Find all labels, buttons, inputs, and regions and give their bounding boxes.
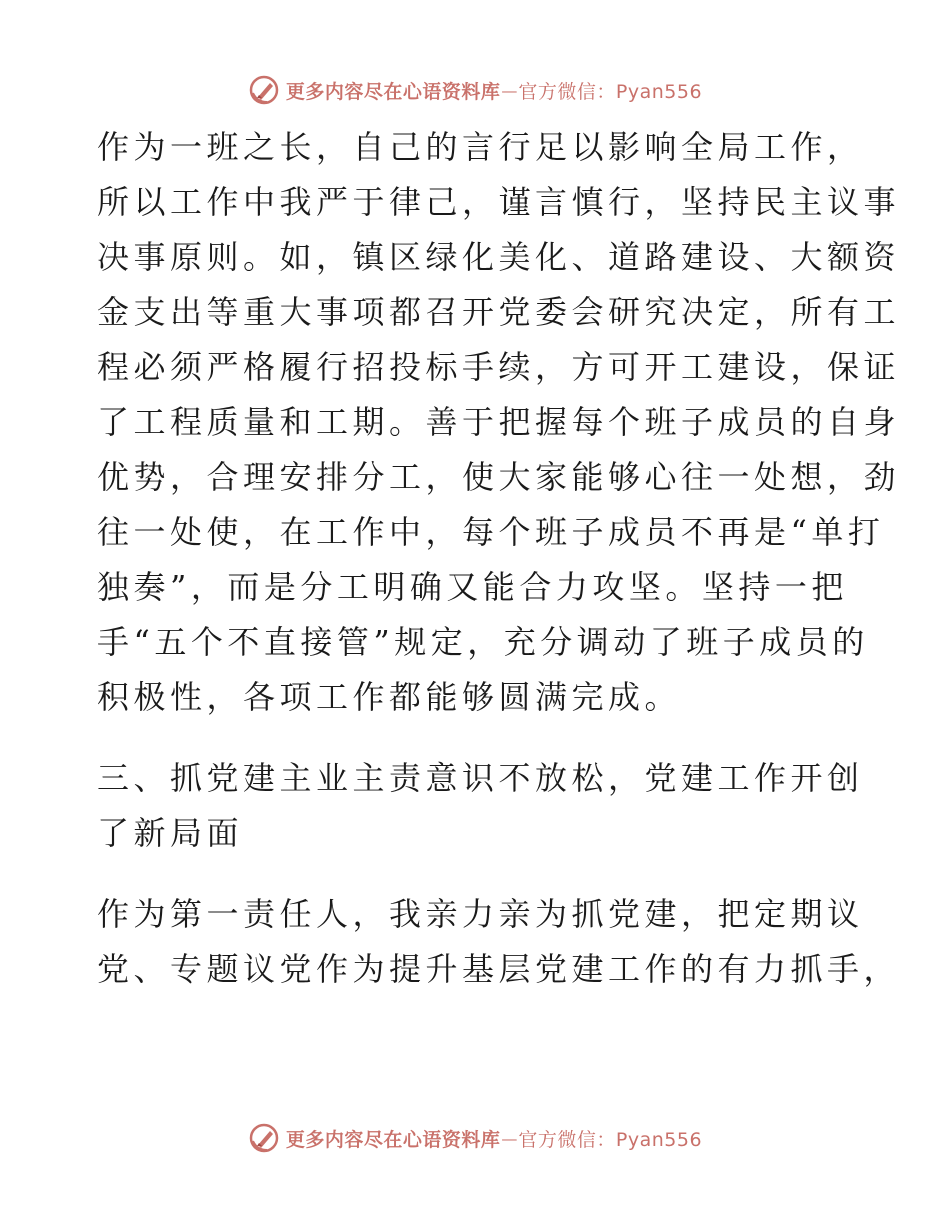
paragraph-2	[97, 887, 901, 997]
section-heading-3	[97, 751, 864, 861]
text-line: 党、专题议党作为提升基层党建工作的有力抓手，	[97, 950, 901, 988]
heading-line: 了新局面	[97, 814, 244, 852]
paragraph-gap	[97, 725, 857, 751]
text-line: 手“五个不直接管”规定，充分调动了班子成员的	[97, 623, 869, 661]
text-line: 往一处使，在工作中，每个班子成员不再是“单打	[97, 513, 885, 551]
text-line: 程必须严格履行招投标手续，方可开工建设，保证	[97, 348, 901, 386]
banner-contact: 官方微信：Pyan556	[518, 80, 703, 103]
text-line: 积极性，各项工作都能够圆满完成。	[97, 678, 682, 716]
header-banner	[0, 70, 950, 110]
paragraph-gap	[97, 861, 857, 887]
pen-logo-icon	[248, 74, 280, 106]
text-line: 作为一班之长，自己的言行足以影响全局工作，	[97, 128, 864, 166]
banner-dash: —	[501, 1128, 518, 1148]
banner-dash: —	[501, 80, 518, 100]
text-line: 优势，合理安排分工，使大家能够心往一处想，劲	[97, 458, 901, 496]
banner-contact: 官方微信：Pyan556	[518, 1128, 703, 1151]
text-line: 了工程质量和工期。善于把握每个班子成员的自身	[97, 403, 901, 441]
paragraph-1	[97, 120, 901, 725]
text-line: 作为第一责任人，我亲力亲为抓党建，把定期议	[97, 895, 864, 933]
text-line: 金支出等重大事项都召开党委会研究决定，所有工	[97, 293, 901, 331]
text-line: 决事原则。如，镇区绿化美化、道路建设、大额资	[97, 238, 901, 276]
footer-banner	[0, 1118, 950, 1158]
text-line: 独奏”，而是分工明确又能合力攻坚。坚持一把	[97, 568, 848, 606]
banner-title: 更多内容尽在心语资料库	[285, 1128, 501, 1151]
pen-logo-icon	[248, 1122, 280, 1154]
heading-line: 三、抓党建主业主责意识不放松，党建工作开创	[97, 759, 864, 797]
document-body	[97, 120, 901, 997]
banner-title: 更多内容尽在心语资料库	[285, 80, 501, 103]
text-line: 所以工作中我严于律己，谨言慎行，坚持民主议事	[97, 183, 901, 221]
